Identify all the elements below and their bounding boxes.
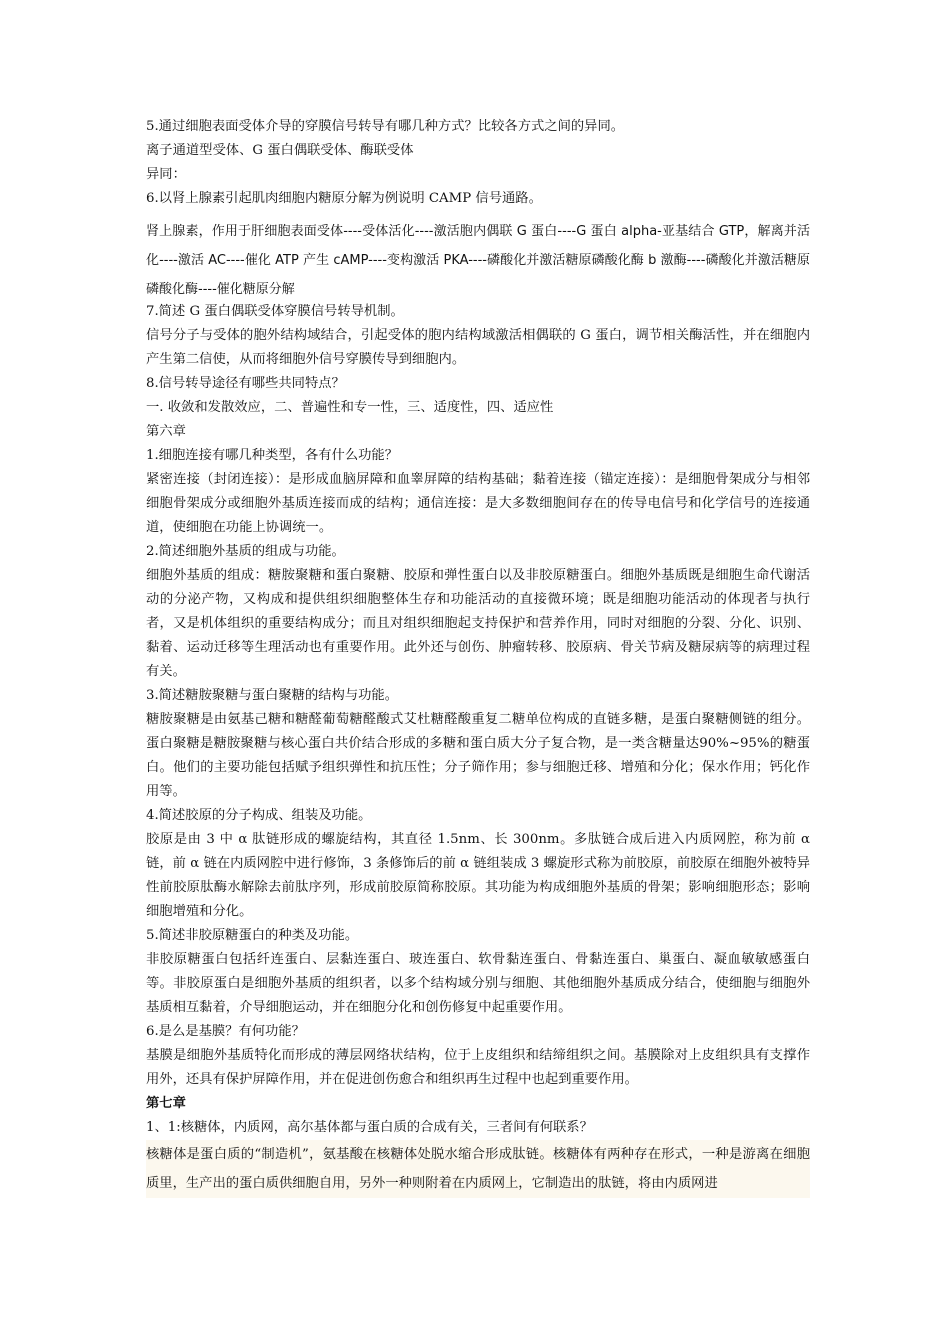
ch6-answer-2: 细胞外基质的组成：糖胺聚糖和蛋白聚糖、胶原和弹性蛋白以及非胶原糖蛋白。细胞外基质既是细胞生命代谢活动的分泌产物，又构成和提供组织细胞整体生存和功能活动的直接微环境；既是细胞功能活动的体现者与执行者，又是机体组织的重要结构成分；而且对组织细胞起支持保护和营养作用，同时对细胞的分裂、分化、识别、黏着、运动迁移等生理活动也有重要作用。此外还与创伤、肿瘤转移、胶原病、骨关节病及糖尿病等的病理过程有关。	[146, 568, 810, 679]
ch6-question-1: 1.细胞连接有哪几种类型，各有什么功能？	[146, 448, 399, 463]
chapter-6-title: 第六章	[146, 424, 186, 439]
ch6-answer-4: 胶原是由 3 中 α 肽链形成的螺旋结构，其直径 1.5nm、长 300nm。多肽链合成后进入内质网腔，称为前 α 链，前 α 链在内质网腔中进行修饰，3 条修饰后的前 α 链组装成 3 螺旋形式称为前胶原，前胶原在细胞外被特异性前胶原肽酶水解除去前肽序列，形成前胶原简称胶原。其功能为构成细胞外基质的骨架；影响细胞形态；影响细胞增殖和分化。	[146, 832, 810, 919]
chapter-7-title: 第七章	[146, 1096, 186, 1111]
question-8: 8.信号转导途径有哪些共同特点？	[146, 376, 345, 391]
ch6-question-5: 5.简述非胶原糖蛋白的种类及功能。	[146, 928, 359, 943]
answer-5-similarities: 异同：	[146, 167, 186, 182]
answer-5: 离子通道型受体、G 蛋白偶联受体、酶联受体	[146, 143, 414, 158]
answer-6: 肾上腺素，作用于肝细胞表面受体----受体活化----激活胞内偶联 G 蛋白----G 蛋白 alpha-亚基结合 GTP，解离并活化----激活 AC----催化 ATP 产生 cAMP----变构激活 PKA----磷酸化并激活糖原磷酸化酶 b 激酶----磷酸化并激活糖原磷酸化酶----催化糖原分解	[146, 224, 810, 297]
ch6-question-6: 6.是么是基膜？有何功能？	[146, 1024, 305, 1039]
ch6-answer-6: 基膜是细胞外基质特化而形成的薄层网络状结构，位于上皮组织和结缔组织之间。基膜除对上皮组织具有支撑作用外，还具有保护屏障作用，并在促进创伤愈合和组织再生过程中也起到重要作用。	[146, 1048, 810, 1087]
question-5: 5.通过细胞表面受体介导的穿膜信号转导有哪几种方式？比较各方式之间的异同。	[146, 119, 625, 134]
ch7-question-1: 1、1:核糖体，内质网，高尔基体都与蛋白质的合成有关，三者间有何联系？	[146, 1120, 593, 1135]
ch6-question-3: 3.简述糖胺聚糖与蛋白聚糖的结构与功能。	[146, 688, 399, 703]
ch6-question-2: 2.简述细胞外基质的组成与功能。	[146, 544, 345, 559]
answer-8: 一. 收敛和发散效应，二、普遍性和专一性，三、适度性，四、适应性	[146, 400, 554, 415]
ch6-answer-1: 紧密连接（封闭连接）：是形成血脑屏障和血睾屏障的结构基础；黏着连接（锚定连接）：是细胞骨架成分与相邻细胞骨架成分或细胞外基质连接而成的结构；通信连接：是大多数细胞间存在的传导电信号和化学信号的连接通道，使细胞在功能上协调统一。	[146, 472, 810, 535]
question-7: 7.简述 G 蛋白偶联受体穿膜信号转导机制。	[146, 304, 404, 319]
ch6-answer-5: 非胶原糖蛋白包括纤连蛋白、层黏连蛋白、玻连蛋白、软骨黏连蛋白、骨黏连蛋白、巢蛋白、凝血敏敏感蛋白等。非胶原蛋白是细胞外基质的组织者，以多个结构域分别与细胞、其他细胞外基质成分结合，使细胞与细胞外基质相互黏着，介导细胞运动，并在细胞分化和创伤修复中起重要作用。	[146, 952, 810, 1015]
answer-7: 信号分子与受体的胞外结构域结合，引起受体的胞内结构域激活相偶联的 G 蛋白，调节相关酶活性，并在细胞内产生第二信使，从而将细胞外信号穿膜传导到细胞内。	[146, 328, 810, 367]
ch6-question-4: 4.简述胶原的分子构成、组装及功能。	[146, 808, 372, 823]
document-page	[146, 115, 810, 1198]
ch6-answer-3: 糖胺聚糖是由氨基己糖和糖醛葡萄糖醛酸式艾杜糖醛酸重复二糖单位构成的直链多糖，是蛋白聚糖侧链的组分。蛋白聚糖是糖胺聚糖与核心蛋白共价结合形成的多糖和蛋白质大分子复合物，是一类含糖量达90%~95%的糖蛋白。他们的主要功能包括赋予组织弹性和抗压性；分子筛作用；参与细胞迁移、增殖和分化；保水作用；钙化作用等。	[146, 712, 810, 799]
question-6: 6.以肾上腺素引起肌肉细胞内糖原分解为例说明 CAMP 信号通路。	[146, 191, 542, 206]
ch7-answer-1: 核糖体是蛋白质的“制造机”，氨基酸在核糖体处脱水缩合形成肽链。核糖体有两种存在形式，一种是游离在细胞质里，生产出的蛋白质供细胞自用，另外一种则附着在内质网上，它制造出的肽链，将由内质网进	[146, 1140, 810, 1198]
